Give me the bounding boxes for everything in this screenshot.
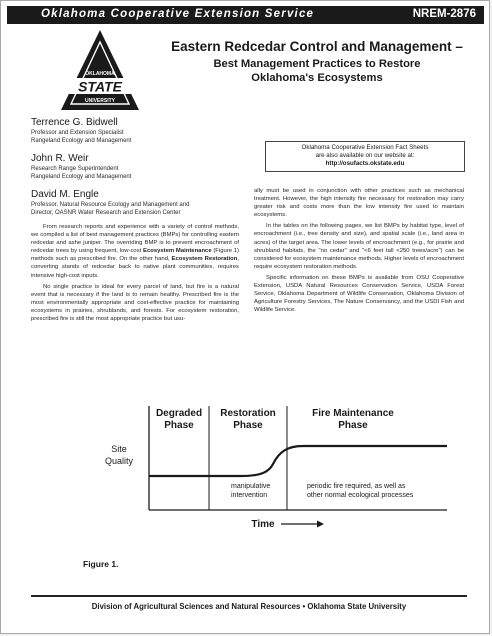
y-axis-label: Site [111, 444, 127, 454]
figure-caption: Figure 1. [83, 559, 119, 569]
body-paragraph [31, 223, 239, 280]
author-dept: Rangeland Ecology and Management [31, 138, 132, 144]
osu-logo-icon [59, 28, 141, 112]
fire-note-2: other normal ecological processes [307, 492, 414, 499]
body-column-right [254, 187, 464, 317]
phase-fire-maintenance-label: Fire Maintenance [312, 408, 394, 419]
body-paragraph: No single practice is ideal for every parcel of land, but fire is a natural event that is necessary if the land is to remain healthy. Prescribed fire is the most environmentally appropriate and cost-effective practice for maintaining ecosystems in prairies, shrublands, and forests. For ecosystem restoration, prescribed fire is still the most appropriate practice but usu- [31, 283, 239, 323]
author-entry [31, 117, 251, 145]
body-paragraph: Specific information on these BMPs is available from OSU Cooperative Extension, USDA Natural Resources Conservation Service, USDA Forest Service, Oklahoma Department of Wildlife Conservation, Oklahoma Division of Agriculture Forestry Services, The Nature Conservancy, and the USDI Fish and Wildlife Service. [254, 274, 464, 314]
author-name: John R. Weir [31, 153, 89, 164]
y-axis-label-2: Quality [104, 456, 134, 466]
text-run: (Figure 1) methods such as prescribed fire. On the other hand, [31, 248, 239, 263]
title-main: Eastern Redcedar Control and Management – [171, 39, 463, 54]
factbox-line-1: Oklahoma Cooperative Extension Fact Sheets [301, 144, 429, 151]
author-name: David M. Engle [31, 189, 99, 200]
document-code: NREM-2876 [412, 8, 476, 20]
fire-note: periodic fire required, as well as [307, 483, 406, 490]
emphasis-ecosystem-maintenance: Ecosystem Maintenance [143, 248, 212, 255]
footer-divider [31, 595, 467, 597]
emphasis-ecosystem-restoration: Ecosystem Restoration [171, 256, 238, 263]
author-name: Terrence G. Bidwell [31, 117, 118, 128]
phase-restoration-label: Restoration [220, 408, 276, 419]
service-name: Oklahoma Cooperative Extension Service [41, 8, 315, 20]
text-run: From research reports and experience with a variety of control methods, we compiled a list of best management practices (BMPs) for controlling eastern redcedar and ashe juniper. The overriding BMP is to prevent encroachment of redcedar trees by using frequent, low-cost [31, 224, 239, 255]
factbox-url-link[interactable]: http://osufacts.okstate.edu [325, 160, 405, 167]
factbox-line-2: are also available on our website at: [315, 152, 415, 159]
text-run: , converting stands of redcedar back to native plant communities, requires intensive high-cost inputs. [31, 256, 239, 279]
author-dept: Director, OASNR Water Research and Extension Center [31, 210, 181, 216]
body-column-left [31, 223, 239, 326]
body-paragraph: ally must be used in conjunction with other practices such as mechanical treatment. However, the high intensity fire necessary for restoration may carry greater risk and costs more than the low intensity fire used to maintain ecosystems. [254, 188, 464, 219]
logo-top-text: OKLAHOMA [85, 71, 115, 77]
phase-restoration-label-2: Phase [233, 420, 263, 431]
intervention-note-2: intervention [231, 492, 268, 499]
title-sub-2: Oklahoma's Ecosystems [251, 72, 383, 84]
intervention-note: manipulative [231, 483, 271, 490]
header-banner [7, 6, 484, 24]
author-entry [31, 189, 251, 217]
logo-bottom-text: UNIVERSITY [84, 98, 116, 104]
logo-big-text: STATE [78, 78, 122, 95]
author-entry [31, 153, 251, 181]
footer-text: Division of Agricultural Sciences and Natural Resources • Oklahoma State University [91, 602, 407, 611]
author-list [31, 117, 251, 225]
phase-degraded-label-2: Phase [164, 420, 194, 431]
time-arrow-head-icon [317, 521, 324, 528]
fact-sheet-info-box [265, 141, 465, 172]
phase-fire-maintenance-label-2: Phase [338, 420, 368, 431]
phase-degraded-label: Degraded [155, 408, 203, 419]
figure-1-diagram [91, 406, 453, 536]
x-axis-label: Time [251, 519, 275, 530]
site-quality-curve [149, 446, 447, 476]
body-paragraph: In the tables on the following pages, we list BMPs by habitat type, level of encroachment (i.e., tree density and size), and spatial scale (i.e., land area in acres) of the target area. The lower levels of encroachment (e.g., for prairie and shrubland habitats, the "no cedar" and "<6 feet tall <250 trees/acre") can be considered for ecosystem maintenance methods. Higher levels of encroachment require ecosystem restoration methods. [254, 223, 464, 270]
author-role: Professor, Natural Resource Ecology and Management and [31, 202, 190, 208]
author-dept: Rangeland Ecology and Management [31, 174, 132, 180]
title-sub-1: Best Management Practices to Restore [213, 58, 421, 70]
page-title [147, 39, 487, 85]
author-role: Research Range Superintendent [31, 166, 119, 172]
author-role: Professor and Extension Specialist [31, 130, 124, 136]
